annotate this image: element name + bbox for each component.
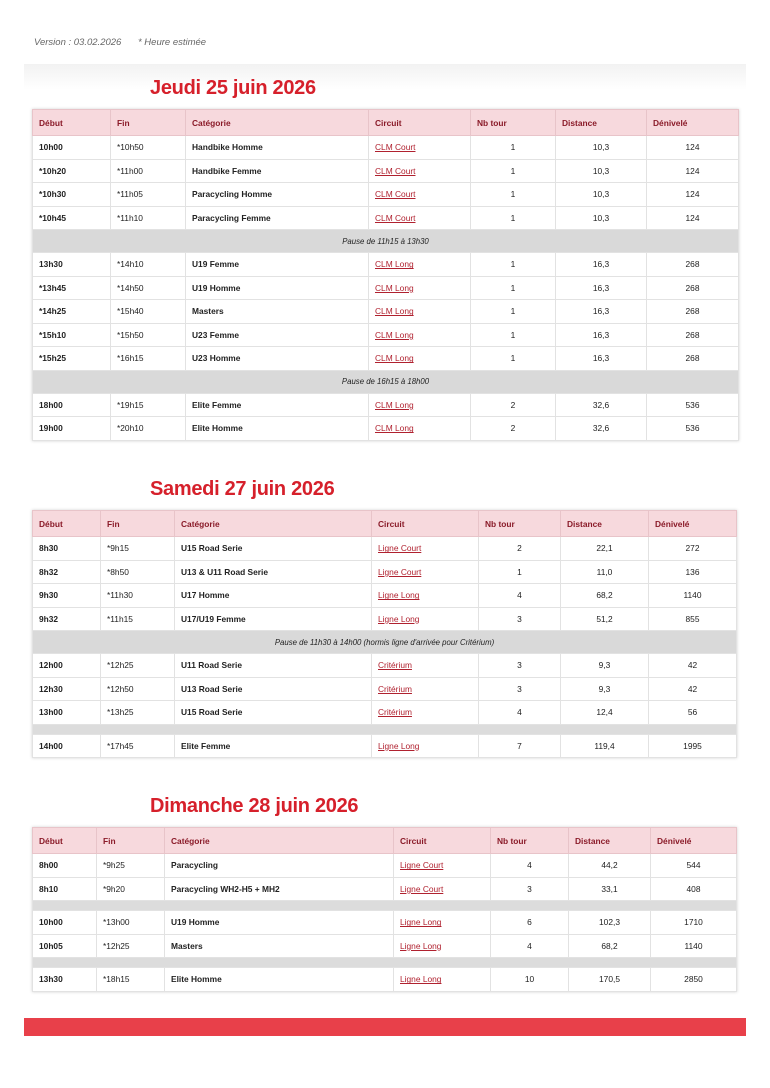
cell-fin: *13h00	[97, 911, 165, 935]
cell-fin: *12h50	[101, 677, 175, 701]
header-row	[33, 110, 739, 136]
cell-distance: 32,6	[556, 417, 647, 441]
cell-debut: 9h32	[33, 607, 101, 631]
table-row	[33, 607, 737, 631]
separator-cell	[33, 724, 737, 734]
column-header-fin: Fin	[101, 511, 175, 537]
cell-denivele: 268	[647, 276, 739, 300]
pause-row	[33, 370, 739, 393]
circuit-link[interactable]: Ligne Court	[394, 877, 491, 901]
cell-categorie: Elite Femme	[175, 734, 372, 758]
table-row	[33, 300, 739, 324]
cell-fin: *15h40	[111, 300, 186, 324]
circuit-link[interactable]: Ligne Long	[372, 734, 479, 758]
cell-fin: *14h50	[111, 276, 186, 300]
cell-denivele: 268	[647, 253, 739, 277]
cell-distance: 68,2	[561, 584, 649, 608]
cell-categorie: U13 & U11 Road Serie	[175, 560, 372, 584]
cell-debut: 8h10	[33, 877, 97, 901]
cell-categorie: U19 Homme	[186, 276, 369, 300]
cell-debut: 14h00	[33, 734, 101, 758]
cell-fin: *9h15	[101, 537, 175, 561]
column-header-categorie: Catégorie	[175, 511, 372, 537]
cell-debut: 10h05	[33, 934, 97, 958]
cell-categorie: Paracycling Femme	[186, 206, 369, 230]
cell-distance: 9,3	[561, 654, 649, 678]
table-row	[33, 854, 737, 878]
pause-row	[33, 230, 739, 253]
table-row	[33, 654, 737, 678]
cell-categorie: U19 Femme	[186, 253, 369, 277]
cell-denivele: 855	[649, 607, 737, 631]
cell-distance: 10,3	[556, 136, 647, 160]
cell-categorie: Paracycling	[165, 854, 394, 878]
separator-row	[33, 958, 737, 968]
cell-distance: 44,2	[569, 854, 651, 878]
separator-cell	[33, 958, 737, 968]
cell-denivele: 124	[647, 183, 739, 207]
cell-debut: *13h45	[33, 276, 111, 300]
circuit-link[interactable]: CLM Long	[369, 276, 471, 300]
circuit-link[interactable]: CLM Long	[369, 347, 471, 371]
circuit-link[interactable]: Ligne Long	[372, 584, 479, 608]
header-row	[33, 511, 737, 537]
column-header-debut: Début	[33, 511, 101, 537]
circuit-link[interactable]: CLM Court	[369, 159, 471, 183]
circuit-link[interactable]: Ligne Court	[372, 537, 479, 561]
cell-denivele: 1710	[651, 911, 737, 935]
table-row	[33, 537, 737, 561]
table-row	[33, 877, 737, 901]
column-header-nb-tour: Nb tour	[491, 828, 569, 854]
cell-categorie: Masters	[186, 300, 369, 324]
column-header-debut: Début	[33, 828, 97, 854]
cell-categorie: Elite Femme	[186, 393, 369, 417]
table-row	[33, 934, 737, 958]
cell-fin: *19h15	[111, 393, 186, 417]
cell-debut: 8h32	[33, 560, 101, 584]
cell-denivele: 124	[647, 159, 739, 183]
column-header-circuit: Circuit	[372, 511, 479, 537]
cell-distance: 16,3	[556, 347, 647, 371]
cell-categorie: Elite Homme	[186, 417, 369, 441]
cell-debut: *15h10	[33, 323, 111, 347]
pause-text: Pause de 11h30 à 14h00 (hormis ligne d'arrivée pour Critérium)	[33, 631, 737, 654]
column-header-circuit: Circuit	[394, 828, 491, 854]
cell-categorie: U23 Femme	[186, 323, 369, 347]
cell-fin: *11h15	[101, 607, 175, 631]
cell-fin: *17h45	[101, 734, 175, 758]
circuit-link[interactable]: CLM Court	[369, 206, 471, 230]
pause-text: Pause de 11h15 à 13h30	[33, 230, 739, 253]
cell-debut: 13h30	[33, 253, 111, 277]
cell-denivele: 42	[649, 677, 737, 701]
table-row	[33, 701, 737, 725]
cell-fin: *18h15	[97, 968, 165, 992]
table-row	[33, 276, 739, 300]
cell-debut: 10h00	[33, 136, 111, 160]
cell-nb-tour: 3	[479, 654, 561, 678]
circuit-link[interactable]: Ligne Court	[372, 560, 479, 584]
table-row	[33, 347, 739, 371]
cell-denivele: 268	[647, 323, 739, 347]
circuit-link[interactable]: CLM Long	[369, 323, 471, 347]
day-title-dimanche-28-juin-2026: Dimanche 28 juin 2026	[150, 795, 359, 817]
table-row	[33, 968, 737, 992]
cell-nb-tour: 10	[491, 968, 569, 992]
cell-categorie: U11 Road Serie	[175, 654, 372, 678]
cell-distance: 10,3	[556, 183, 647, 207]
cell-debut: 8h00	[33, 854, 97, 878]
version-label: Version : 03.02.2026	[34, 37, 122, 48]
cell-denivele: 268	[647, 300, 739, 324]
cell-categorie: U19 Homme	[165, 911, 394, 935]
footer-band	[24, 1018, 746, 1036]
cell-debut: 13h00	[33, 701, 101, 725]
cell-nb-tour: 4	[479, 701, 561, 725]
cell-distance: 10,3	[556, 159, 647, 183]
cell-denivele: 268	[647, 347, 739, 371]
cell-nb-tour: 3	[479, 677, 561, 701]
cell-denivele: 42	[649, 654, 737, 678]
column-header-circuit: Circuit	[369, 110, 471, 136]
table-row	[33, 136, 739, 160]
separator-cell	[33, 901, 737, 911]
cell-denivele: 544	[651, 854, 737, 878]
table-row	[33, 677, 737, 701]
day-title-jeudi-25-juin-2026: Jeudi 25 juin 2026	[150, 77, 316, 99]
cell-nb-tour: 4	[479, 584, 561, 608]
cell-denivele: 1140	[651, 934, 737, 958]
circuit-link[interactable]: Ligne Long	[394, 911, 491, 935]
cell-debut: *10h20	[33, 159, 111, 183]
table-row	[33, 183, 739, 207]
table-row	[33, 417, 739, 441]
header-band	[24, 64, 746, 90]
cell-fin: *14h10	[111, 253, 186, 277]
circuit-link[interactable]: CLM Court	[369, 136, 471, 160]
circuit-link[interactable]: CLM Long	[369, 417, 471, 441]
circuit-link[interactable]: Critérium	[372, 654, 479, 678]
cell-fin: *8h50	[101, 560, 175, 584]
cell-distance: 68,2	[569, 934, 651, 958]
cell-categorie: U17 Homme	[175, 584, 372, 608]
table-row	[33, 734, 737, 758]
pause-text: Pause de 16h15 à 18h00	[33, 370, 739, 393]
cell-denivele: 124	[647, 206, 739, 230]
cell-debut: *10h30	[33, 183, 111, 207]
separator-row	[33, 901, 737, 911]
cell-distance: 16,3	[556, 323, 647, 347]
table-row	[33, 393, 739, 417]
cell-nb-tour: 2	[471, 393, 556, 417]
schedule-table-jeudi-25-juin-2026	[32, 109, 739, 441]
header-row	[33, 828, 737, 854]
cell-categorie: U13 Road Serie	[175, 677, 372, 701]
cell-nb-tour: 3	[479, 607, 561, 631]
cell-debut: 12h30	[33, 677, 101, 701]
cell-fin: *11h00	[111, 159, 186, 183]
circuit-link[interactable]: Ligne Long	[394, 934, 491, 958]
column-header-fin: Fin	[111, 110, 186, 136]
cell-denivele: 1140	[649, 584, 737, 608]
cell-nb-tour: 2	[479, 537, 561, 561]
cell-distance: 170,5	[569, 968, 651, 992]
schedule-table-dimanche-28-juin-2026	[32, 827, 737, 992]
cell-nb-tour: 1	[471, 183, 556, 207]
cell-denivele: 272	[649, 537, 737, 561]
cell-fin: *10h50	[111, 136, 186, 160]
cell-nb-tour: 4	[491, 854, 569, 878]
cell-distance: 16,3	[556, 253, 647, 277]
cell-distance: 102,3	[569, 911, 651, 935]
cell-nb-tour: 1	[479, 560, 561, 584]
cell-categorie: Paracycling Homme	[186, 183, 369, 207]
cell-debut: 10h00	[33, 911, 97, 935]
circuit-link[interactable]: Ligne Long	[394, 968, 491, 992]
cell-debut: 18h00	[33, 393, 111, 417]
column-header-debut: Début	[33, 110, 111, 136]
circuit-link[interactable]: CLM Court	[369, 183, 471, 207]
cell-denivele: 536	[647, 393, 739, 417]
cell-debut: 13h30	[33, 968, 97, 992]
cell-distance: 33,1	[569, 877, 651, 901]
cell-denivele: 536	[647, 417, 739, 441]
cell-categorie: Elite Homme	[165, 968, 394, 992]
cell-debut: 8h30	[33, 537, 101, 561]
column-header-nb-tour: Nb tour	[471, 110, 556, 136]
cell-nb-tour: 4	[491, 934, 569, 958]
cell-nb-tour: 1	[471, 253, 556, 277]
cell-fin: *11h05	[111, 183, 186, 207]
cell-fin: *11h30	[101, 584, 175, 608]
cell-nb-tour: 2	[471, 417, 556, 441]
schedule-table-samedi-27-juin-2026	[32, 510, 737, 758]
column-header-distance: Distance	[561, 511, 649, 537]
cell-distance: 16,3	[556, 300, 647, 324]
cell-fin: *20h10	[111, 417, 186, 441]
table-row	[33, 159, 739, 183]
cell-categorie: U15 Road Serie	[175, 701, 372, 725]
circuit-link[interactable]: Ligne Long	[372, 607, 479, 631]
cell-denivele: 408	[651, 877, 737, 901]
cell-fin: *9h25	[97, 854, 165, 878]
circuit-link[interactable]: CLM Long	[369, 253, 471, 277]
column-header-distance: Distance	[556, 110, 647, 136]
table-row	[33, 560, 737, 584]
cell-fin: *12h25	[97, 934, 165, 958]
column-header-categorie: Catégorie	[186, 110, 369, 136]
separator-row	[33, 724, 737, 734]
cell-fin: *13h25	[101, 701, 175, 725]
cell-categorie: U15 Road Serie	[175, 537, 372, 561]
cell-categorie: U17/U19 Femme	[175, 607, 372, 631]
day-title-samedi-27-juin-2026: Samedi 27 juin 2026	[150, 478, 335, 500]
cell-debut: *15h25	[33, 347, 111, 371]
cell-distance: 22,1	[561, 537, 649, 561]
cell-categorie: Masters	[165, 934, 394, 958]
cell-categorie: Paracycling WH2-H5 + MH2	[165, 877, 394, 901]
cell-categorie: Handbike Homme	[186, 136, 369, 160]
cell-distance: 16,3	[556, 276, 647, 300]
table-row	[33, 206, 739, 230]
cell-fin: *11h10	[111, 206, 186, 230]
circuit-link[interactable]: CLM Long	[369, 300, 471, 324]
cell-nb-tour: 7	[479, 734, 561, 758]
table-row	[33, 323, 739, 347]
cell-debut: *14h25	[33, 300, 111, 324]
cell-fin: *9h20	[97, 877, 165, 901]
cell-distance: 10,3	[556, 206, 647, 230]
cell-nb-tour: 1	[471, 323, 556, 347]
cell-nb-tour: 1	[471, 276, 556, 300]
cell-distance: 51,2	[561, 607, 649, 631]
column-header-nb-tour: Nb tour	[479, 511, 561, 537]
cell-distance: 12,4	[561, 701, 649, 725]
cell-debut: 9h30	[33, 584, 101, 608]
cell-nb-tour: 1	[471, 206, 556, 230]
table-row	[33, 911, 737, 935]
column-header-fin: Fin	[97, 828, 165, 854]
cell-categorie: Handbike Femme	[186, 159, 369, 183]
cell-denivele: 56	[649, 701, 737, 725]
column-header-denivele: Dénivelé	[647, 110, 739, 136]
cell-nb-tour: 1	[471, 136, 556, 160]
pause-row	[33, 631, 737, 654]
cell-nb-tour: 1	[471, 347, 556, 371]
table-row	[33, 253, 739, 277]
cell-denivele: 124	[647, 136, 739, 160]
cell-categorie: U23 Homme	[186, 347, 369, 371]
cell-distance: 119,4	[561, 734, 649, 758]
cell-nb-tour: 3	[491, 877, 569, 901]
column-header-denivele: Dénivelé	[651, 828, 737, 854]
cell-denivele: 2850	[651, 968, 737, 992]
version-line	[34, 37, 220, 48]
cell-distance: 9,3	[561, 677, 649, 701]
cell-debut: *10h45	[33, 206, 111, 230]
circuit-link[interactable]: Critérium	[372, 701, 479, 725]
estimated-time-note: * Heure estimée	[137, 37, 207, 48]
cell-nb-tour: 6	[491, 911, 569, 935]
cell-denivele: 136	[649, 560, 737, 584]
cell-distance: 32,6	[556, 393, 647, 417]
circuit-link[interactable]: CLM Long	[369, 393, 471, 417]
cell-fin: *12h25	[101, 654, 175, 678]
cell-fin: *16h15	[111, 347, 186, 371]
cell-debut: 12h00	[33, 654, 101, 678]
column-header-distance: Distance	[569, 828, 651, 854]
cell-nb-tour: 1	[471, 300, 556, 324]
cell-fin: *15h50	[111, 323, 186, 347]
cell-distance: 11,0	[561, 560, 649, 584]
cell-denivele: 1995	[649, 734, 737, 758]
column-header-denivele: Dénivelé	[649, 511, 737, 537]
circuit-link[interactable]: Ligne Court	[394, 854, 491, 878]
column-header-categorie: Catégorie	[165, 828, 394, 854]
cell-debut: 19h00	[33, 417, 111, 441]
cell-nb-tour: 1	[471, 159, 556, 183]
circuit-link[interactable]: Critérium	[372, 677, 479, 701]
table-row	[33, 584, 737, 608]
